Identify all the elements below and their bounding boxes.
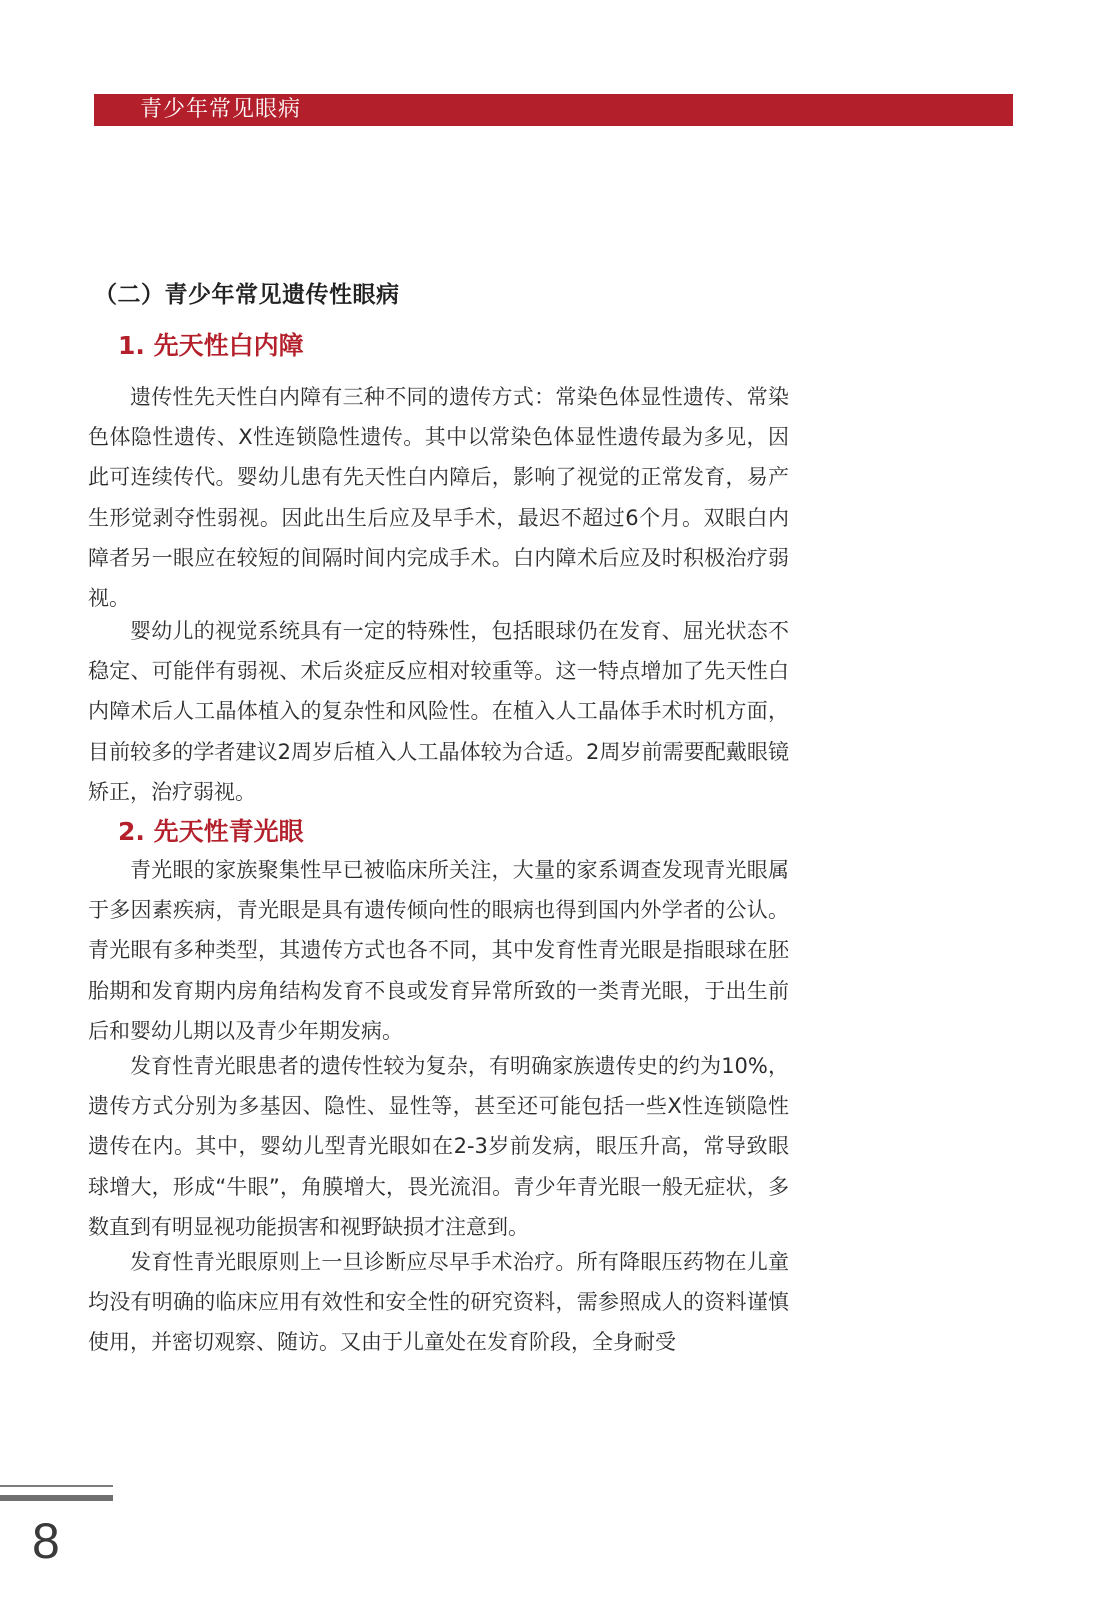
- paragraph-cataract-infant-vision: 婴幼儿的视觉系统具有一定的特殊性，包括眼球仍在发育、屈光状态不稳定、可能伴有弱视、术后炎症反应相对较重等。这一特点增加了先天性白内障术后人工晶体植入的复杂性和风险性。在植入人工晶体手术时机方面，目前较多的学者建议2周岁后植入人工晶体较为合适。2周岁前需要配戴眼镜矫正，治疗弱视。: [88, 619, 789, 804]
- paragraph-glaucoma-developmental: 发育性青光眼患者的遗传性较为复杂，有明确家族遗传史的约为10%，遗传方式分别为多基因、隐性、显性等，甚至还可能包括一些X性连锁隐性遗传在内。其中，婴幼儿型青光眼如在2-3岁前发病，眼压升高，常导致眼球增大，形成“牛眼”，角膜增大，畏光流泪。青少年青光眼一般无症状，多数直到有明显视功能损害和视野缺损才注意到。: [88, 1054, 789, 1239]
- paragraph-cataract-inheritance: 遗传性先天性白内障有三种不同的遗传方式：常染色体显性遗传、常染色体隐性遗传、X性连锁隐性遗传。其中以常染色体显性遗传最为多见，因此可连续传代。婴幼儿患有先天性白内障后，影响了视觉的正常发育，易产生形觉剥夺性弱视。因此出生后应及早手术，最迟不超过6个月。双眼白内障者另一眼应在较短的间隔时间内完成手术。白内障术后应及时积极治疗弱视。: [88, 385, 789, 611]
- subsection-title-congenital-glaucoma: 2. 先天性青光眼: [118, 817, 304, 846]
- running-header-title: 青少年常见眼病: [140, 97, 302, 122]
- subsection-title-congenital-cataract: 1. 先天性白内障: [118, 331, 304, 360]
- section-title: （二）青少年常见遗传性眼病: [94, 282, 400, 308]
- paragraph-glaucoma-treatment: 发育性青光眼原则上一旦诊断应尽早手术治疗。所有降眼压药物在儿童均没有明确的临床应用有效性和安全性的研究资料，需参照成人的资料谨慎使用，并密切观察、随访。又由于儿童处在发育阶段，全身耐受: [88, 1250, 789, 1355]
- footer-divider-thin: [0, 1485, 113, 1487]
- header-bar: [94, 94, 1013, 126]
- page-number: 8: [32, 1513, 60, 1569]
- paragraph-glaucoma-familial: 青光眼的家族聚集性早已被临床所关注，大量的家系调查发现青光眼属于多因素疾病，青光眼是具有遗传倾向性的眼病也得到国内外学者的公认。青光眼有多种类型，其遗传方式也各不同，其中发育性青光眼是指眼球在胚胎期和发育期内房角结构发育不良或发育异常所致的一类青光眼，于出生前后和婴幼儿期以及青少年期发病。: [88, 858, 789, 1043]
- footer-divider-thick: [0, 1495, 113, 1501]
